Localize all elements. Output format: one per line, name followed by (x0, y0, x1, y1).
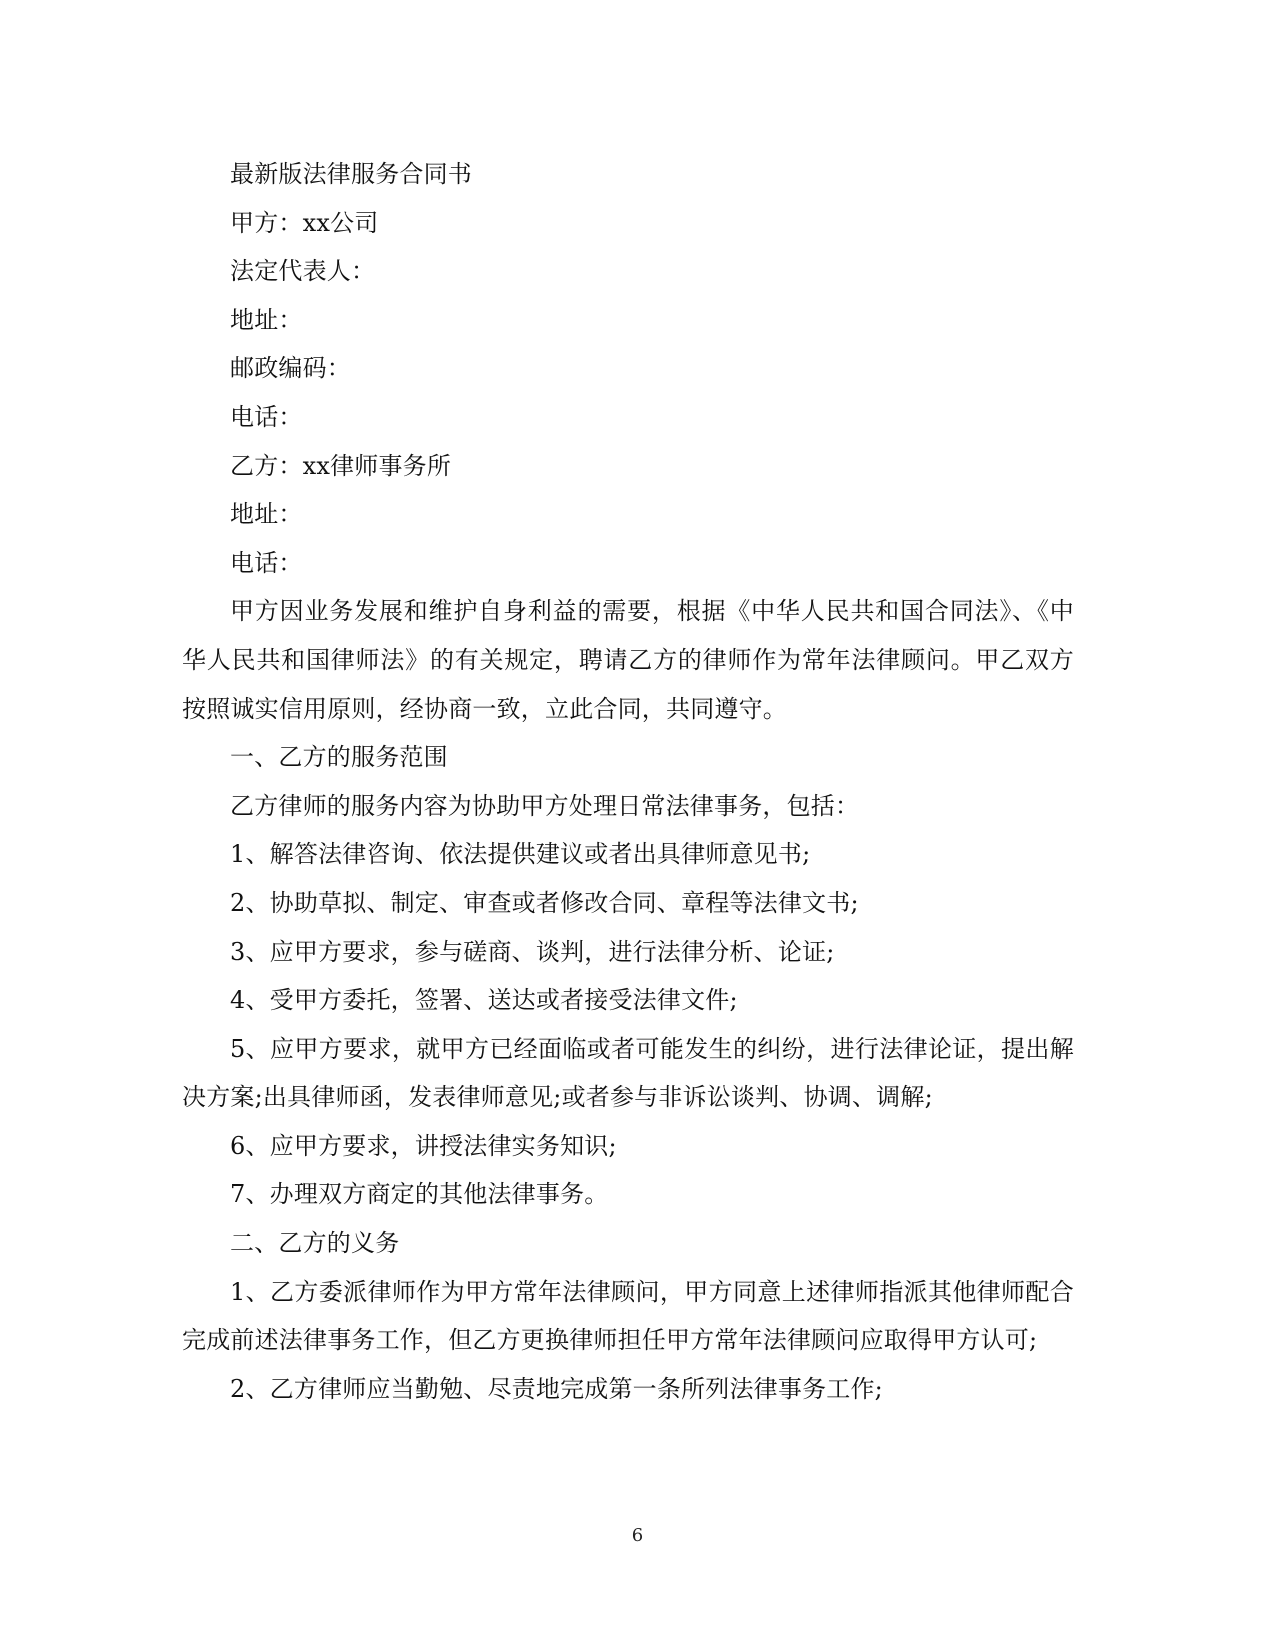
service-item-2: 2、协助草拟、制定、审查或者修改合同、章程等法律文书; (230, 888, 859, 917)
party-a-phone-line: 电话： (230, 402, 303, 431)
service-item-5: 5、应甲方要求，就甲方已经面临或者可能发生的纠纷，进行法律论证，提出解决方案;出具律师函，发表律师意见;或者参与非诉讼谈判、协调、调解; (182, 1034, 1074, 1112)
obligation-item-1: 1、乙方委派律师作为甲方常年法律顾问，甲方同意上述律师指派其他律师配合完成前述法律事务工作，但乙方更换律师担任甲方常年法律顾问应取得甲方认可; (182, 1277, 1074, 1355)
obligation-item-2: 2、乙方律师应当勤勉、尽责地完成第一条所列法律事务工作; (230, 1374, 883, 1403)
party-b-line: 乙方：xx律师事务所 (230, 451, 452, 480)
document-body (182, 150, 1074, 1413)
party-b-address-line: 地址： (230, 500, 303, 529)
preamble-paragraph: 甲方因业务发展和维护自身利益的需要，根据《中华人民共和国合同法》、《中华人民共和国律师法》的有关规定，聘请乙方的律师作为常年法律顾问。甲乙双方按照诚实信用原则，经协商一致，立此合同，共同遵守。 (182, 597, 1074, 723)
service-item-6: 6、应甲方要求，讲授法律实务知识; (230, 1131, 617, 1160)
party-a-line: 甲方：xx公司 (230, 208, 379, 237)
page-number: 6 (631, 1525, 644, 1546)
section-heading-service-scope: 一、乙方的服务范围 (230, 743, 448, 772)
service-item-1: 1、解答法律咨询、依法提供建议或者出具律师意见书; (230, 840, 811, 869)
document-title: 最新版法律服务合同书 (230, 160, 472, 188)
section-heading-party-b-obligations: 二、乙方的义务 (230, 1229, 400, 1258)
party-a-address-line: 地址： (230, 305, 303, 334)
service-scope-intro: 乙方律师的服务内容为协助甲方处理日常法律事务，包括： (230, 791, 860, 820)
service-item-7: 7、办理双方商定的其他法律事务。 (230, 1180, 609, 1209)
service-item-4: 4、受甲方委托，签署、送达或者接受法律文件; (230, 986, 738, 1015)
service-item-3: 3、应甲方要求，参与磋商、谈判，进行法律分析、论证; (230, 937, 835, 966)
postal-code-line: 邮政编码： (230, 354, 351, 383)
party-b-phone-line: 电话： (230, 548, 303, 577)
legal-representative-line: 法定代表人： (230, 257, 376, 286)
